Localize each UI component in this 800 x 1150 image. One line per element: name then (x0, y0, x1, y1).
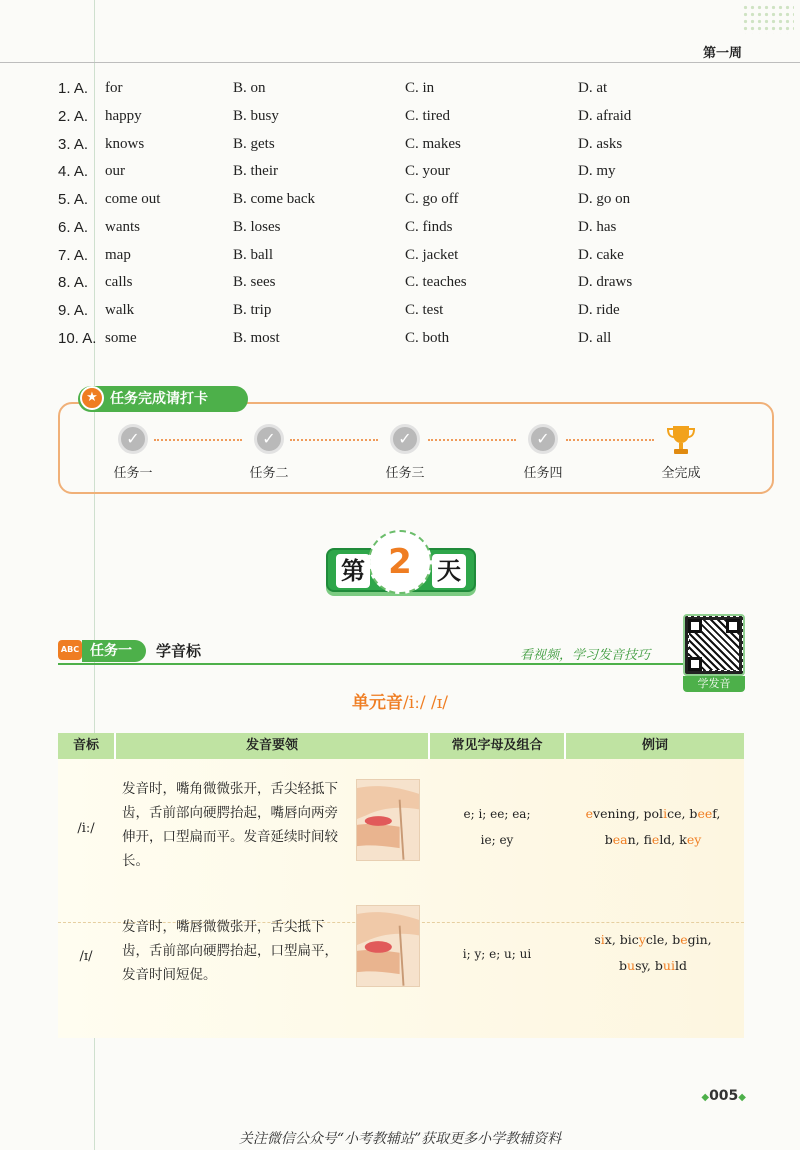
option-b[interactable]: B. come back (233, 191, 316, 207)
question-number[interactable]: 8. A. (58, 274, 89, 291)
mouth-diagram-image (356, 779, 420, 861)
option-a[interactable]: knows (105, 136, 145, 152)
column-header: 常见字母及组合 (451, 738, 543, 753)
question-row (58, 247, 758, 271)
option-d[interactable]: D. has (578, 219, 617, 235)
task-label: 任务二 (249, 466, 289, 481)
vowel-symbols: /iː/ /ɪ/ (403, 693, 448, 713)
task-label: 全完成 (661, 466, 701, 481)
question-row (58, 191, 758, 215)
option-d[interactable]: D. draws (578, 274, 633, 290)
option-b[interactable]: B. on (233, 80, 266, 96)
option-a[interactable]: calls (105, 274, 133, 290)
example-words (564, 801, 742, 853)
letter-line: ie; ey (480, 833, 514, 847)
qr-code[interactable] (683, 614, 745, 676)
pronunciation-description: 发音时，嘴角微微张开，舌尖轻抵下齿，舌前部向硬腭抬起，嘴唇向两旁伸开，口型扁而平。发音延续时间较长。 (122, 781, 338, 869)
question-number[interactable]: 4. A. (58, 163, 89, 180)
option-d[interactable]: D. at (578, 80, 608, 96)
task-title: 学音标 (156, 642, 202, 660)
header-rule (0, 62, 800, 63)
table-header (58, 733, 744, 759)
column-header: 例词 (641, 738, 668, 753)
option-a[interactable]: map (105, 247, 131, 263)
column-header: 发音要领 (245, 738, 298, 753)
question-number[interactable]: 5. A. (58, 191, 89, 208)
option-d[interactable]: D. all (578, 330, 612, 346)
question-number[interactable]: 2. A. (58, 108, 89, 125)
option-a[interactable]: our (105, 163, 125, 179)
letter-combinations (438, 941, 556, 967)
checkin-title: 任务完成请打卡 (78, 386, 248, 412)
question-row (58, 80, 758, 104)
option-b[interactable]: B. sees (233, 274, 276, 290)
question-row (58, 219, 758, 243)
question-row (58, 108, 758, 132)
progress-dotted-line (566, 439, 654, 441)
trophy-icon[interactable] (666, 424, 696, 456)
question-number[interactable]: 10. A. (58, 330, 97, 347)
task-label: 任务三 (385, 466, 425, 481)
progress-dotted-line (290, 439, 378, 441)
qr-label: 学发音 (683, 676, 745, 692)
task-pill: 任务一 (82, 640, 146, 662)
phonetic-symbol: /ɪ/ (79, 949, 93, 964)
option-b[interactable]: B. gets (233, 136, 275, 152)
option-a[interactable]: some (105, 330, 137, 346)
option-b[interactable]: B. trip (233, 302, 272, 318)
question-row (58, 163, 758, 187)
option-c[interactable]: C. jacket (405, 247, 459, 263)
phonetic-symbol: /iː/ (77, 821, 95, 836)
progress-dotted-line (428, 439, 516, 441)
star-badge-icon: ★ (80, 386, 104, 410)
question-row (58, 274, 758, 298)
table-body (58, 759, 744, 1038)
question-row (58, 302, 758, 326)
page-number: ◆005◆ (701, 1088, 746, 1104)
check-icon[interactable]: ✓ (254, 424, 284, 454)
day-number: 2 (388, 542, 412, 582)
example-line: bean, field, key (604, 832, 702, 847)
option-c[interactable]: C. makes (405, 136, 461, 152)
option-c[interactable]: C. teaches (405, 274, 467, 290)
option-a[interactable]: come out (105, 191, 161, 207)
corner-dot-pattern (742, 4, 794, 34)
video-tip: 看视频，学习发音技巧 (520, 648, 651, 663)
option-d[interactable]: D. afraid (578, 108, 632, 124)
option-c[interactable]: C. finds (405, 219, 453, 235)
column-header: 音标 (72, 738, 99, 753)
option-d[interactable]: D. ride (578, 302, 620, 318)
example-line: evening, police, beef, (585, 806, 721, 821)
task-label: 任务一 (113, 466, 153, 481)
option-c[interactable]: C. your (405, 163, 450, 179)
question-number[interactable]: 6. A. (58, 219, 89, 236)
day-left-char: 第 (336, 554, 370, 588)
option-d[interactable]: D. my (578, 163, 616, 179)
option-c[interactable]: C. test (405, 302, 444, 318)
option-c[interactable]: C. go off (405, 191, 459, 207)
question-row (58, 330, 758, 354)
letter-line: e; i; ee; ea; (463, 807, 531, 821)
option-a[interactable]: wants (105, 219, 140, 235)
example-line: six, bicycle, begin, (594, 932, 712, 947)
letter-line: i; y; e; u; ui (462, 947, 532, 961)
option-a[interactable]: walk (105, 302, 135, 318)
check-icon[interactable]: ✓ (528, 424, 558, 454)
question-number[interactable]: 7. A. (58, 247, 89, 264)
progress-dotted-line (154, 439, 242, 441)
letter-combinations (438, 801, 556, 853)
option-a[interactable]: happy (105, 108, 142, 124)
option-a[interactable]: for (105, 80, 123, 96)
option-b[interactable]: B. most (233, 330, 280, 346)
option-b[interactable]: B. busy (233, 108, 279, 124)
option-b[interactable]: B. loses (233, 219, 281, 235)
option-b[interactable]: B. their (233, 163, 278, 179)
option-d[interactable]: D. cake (578, 247, 624, 263)
day-right-char: 天 (432, 554, 466, 588)
option-b[interactable]: B. ball (233, 247, 273, 263)
week-label: 第一周 (702, 46, 742, 61)
option-c[interactable]: C. both (405, 330, 450, 346)
vowel-title (0, 688, 800, 713)
example-words (564, 927, 742, 979)
option-c[interactable]: C. tired (405, 108, 450, 124)
phonetic-table (58, 733, 744, 1038)
question-row (58, 136, 758, 160)
question-number[interactable]: 1. A. (58, 80, 89, 97)
check-icon[interactable]: ✓ (390, 424, 420, 454)
example-line: busy, build (619, 958, 687, 973)
task-header-rule (58, 663, 698, 665)
footer-note: 关注微信公众号“小考教辅站”获取更多小学教辅资料 (238, 1131, 562, 1147)
task-label: 任务四 (523, 466, 563, 481)
mouth-diagram-image (356, 905, 420, 987)
vowel-title-text: 单元音 (352, 693, 404, 713)
option-d[interactable]: D. go on (578, 191, 631, 207)
pronunciation-description: 发音时，嘴唇微微张开，舌尖抵下齿，舌前部向硬腭抬起，口型扁平，发音时间短促。 (122, 919, 338, 983)
question-number[interactable]: 3. A. (58, 136, 89, 153)
option-d[interactable]: D. asks (578, 136, 623, 152)
question-number[interactable]: 9. A. (58, 302, 89, 319)
option-c[interactable]: C. in (405, 80, 435, 96)
check-icon[interactable]: ✓ (118, 424, 148, 454)
abc-icon: ABC (58, 640, 82, 660)
